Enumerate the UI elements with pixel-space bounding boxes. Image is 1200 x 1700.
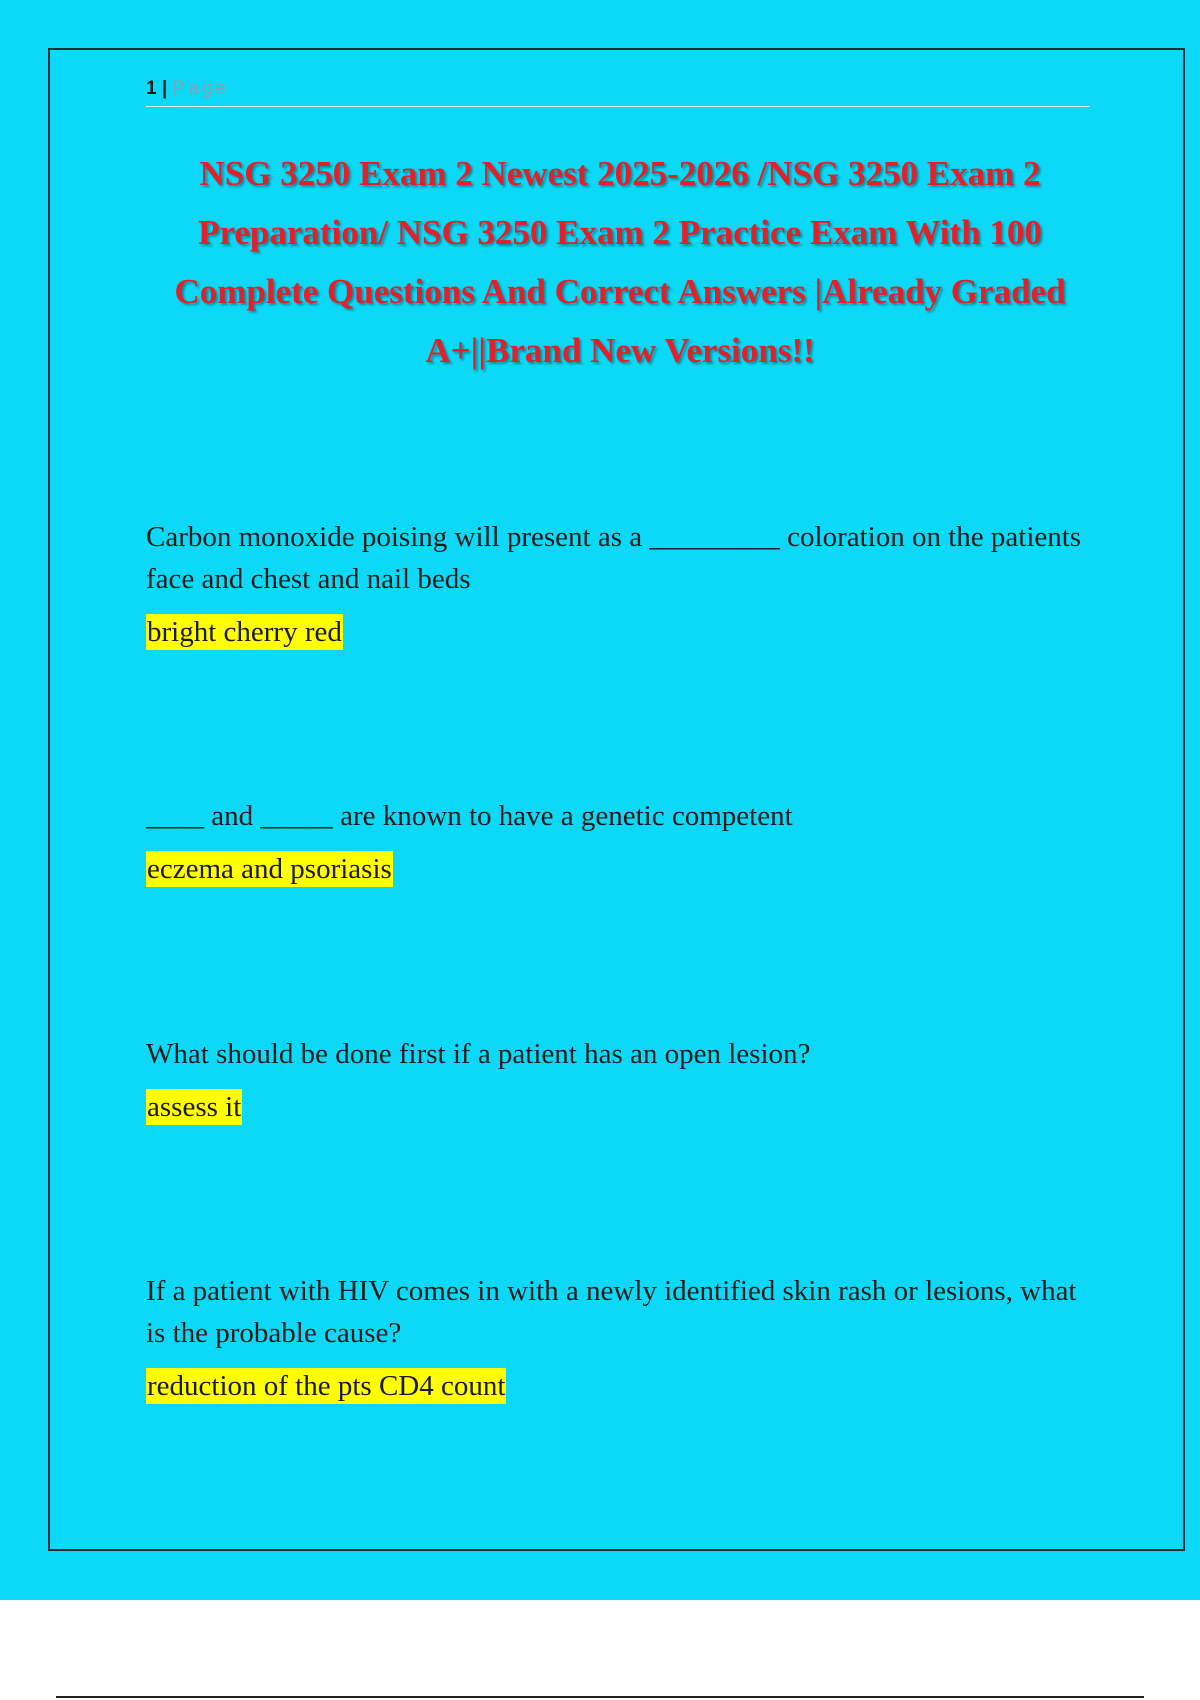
answer-text: assess it bbox=[147, 1091, 242, 1123]
answer-text: reduction of the pts CD4 count bbox=[147, 1370, 506, 1402]
question-block bbox=[146, 516, 1086, 650]
question-text: If a patient with HIV comes in with a newly identified skin rash or lesions, what is the probable cause? bbox=[146, 1275, 1077, 1349]
page-number-separator: | bbox=[156, 78, 173, 99]
next-page-divider bbox=[56, 1696, 1144, 1698]
document-title: NSG 3250 Exam 2 Newest 2025-2026 /NSG 3250 Exam 2 Preparation/ NSG 3250 Exam 2 Practice Exam With 100 Complete Questions And Correct Answers |Already Graded A+||Brand New Versions!! bbox=[174, 154, 1066, 370]
answer-text: eczema and psoriasis bbox=[147, 853, 392, 885]
question-text: What should be done first if a patient has an open lesion? bbox=[146, 1038, 811, 1070]
question-block bbox=[146, 795, 1086, 887]
question-block bbox=[146, 1270, 1086, 1404]
page-number: 1 bbox=[146, 78, 157, 99]
question-block bbox=[146, 1033, 1086, 1125]
question-text: Carbon monoxide poising will present as a _________ coloration on the patients face and chest and nail beds bbox=[146, 521, 1082, 595]
page-header bbox=[146, 72, 1090, 107]
question-text: ____ and _____ are known to have a genetic competent bbox=[146, 800, 793, 832]
answer-text: bright cherry red bbox=[147, 616, 342, 648]
page-label: Page bbox=[172, 78, 229, 99]
